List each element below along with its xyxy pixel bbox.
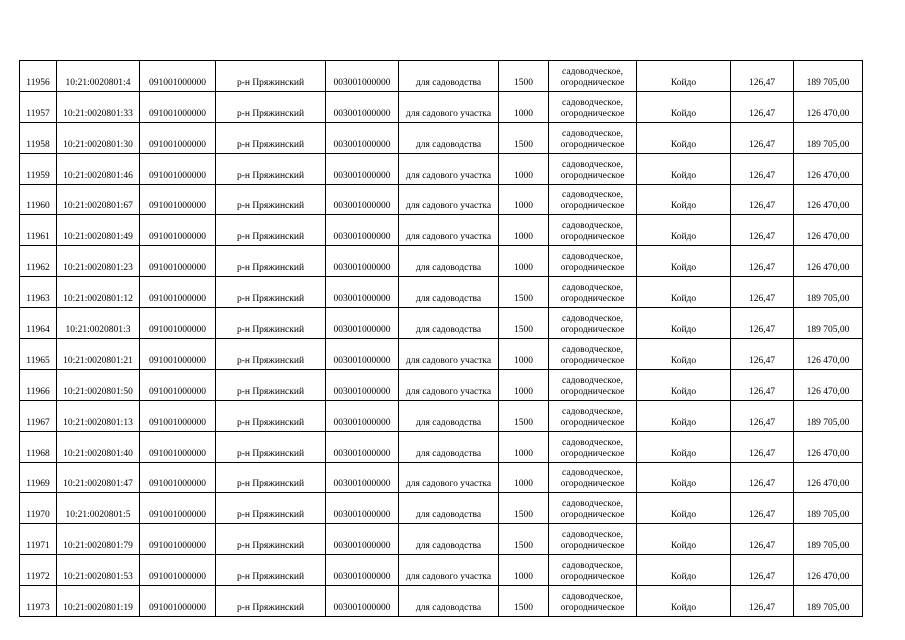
table-row	[20, 493, 863, 524]
oktmo-code-cell: 003001000000	[326, 586, 399, 617]
row-number-cell: 11962	[20, 246, 57, 277]
rate-cell: 126,47	[731, 61, 794, 92]
cadastral-value-cell: 189 705,00	[794, 122, 863, 153]
land-use-type-line1: садоводческое,	[562, 252, 623, 263]
cadastral-value-cell: 126 470,00	[794, 246, 863, 277]
oktmo-code-cell: 003001000000	[326, 369, 399, 400]
cadastral-number-cell: 10:21:0020801:12	[57, 277, 140, 308]
oktmo-code-cell: 003001000000	[326, 61, 399, 92]
district-cell: р-н Пряжинский	[216, 153, 326, 184]
district-cell: р-н Пряжинский	[216, 431, 326, 462]
row-number-cell: 11970	[20, 493, 57, 524]
oktmo-code-cell: 003001000000	[326, 215, 399, 246]
cadastral-value-cell: 126 470,00	[794, 369, 863, 400]
rate-cell: 126,47	[731, 462, 794, 493]
land-use-type-line1: садоводческое,	[562, 530, 623, 541]
land-use-type-line1: садоводческое,	[562, 66, 623, 77]
purpose-cell: для садоводства	[399, 431, 499, 462]
land-use-type-cell	[549, 153, 637, 184]
rate-cell: 126,47	[731, 91, 794, 122]
cadastral-value-cell: 189 705,00	[794, 277, 863, 308]
owner-cell: Койдо	[637, 339, 731, 370]
row-number-cell: 11956	[20, 61, 57, 92]
land-use-type-line2: огородническое	[560, 386, 625, 397]
land-use-type-cell	[549, 91, 637, 122]
okato-code-cell: 091001000000	[140, 586, 216, 617]
row-number-cell: 11967	[20, 400, 57, 431]
area-cell: 1500	[499, 122, 549, 153]
land-use-type-cell	[549, 462, 637, 493]
rate-cell: 126,47	[731, 400, 794, 431]
land-use-type-line1: садоводческое,	[562, 499, 623, 510]
rate-cell: 126,47	[731, 524, 794, 555]
owner-cell: Койдо	[637, 215, 731, 246]
okato-code-cell: 091001000000	[140, 369, 216, 400]
cadastral-value-cell: 189 705,00	[794, 400, 863, 431]
area-cell: 1500	[499, 524, 549, 555]
land-parcels-table	[19, 60, 863, 617]
land-use-type-line2: огородническое	[560, 479, 625, 490]
land-use-type-line2: огородническое	[560, 108, 625, 119]
district-cell: р-н Пряжинский	[216, 586, 326, 617]
row-number-cell: 11960	[20, 184, 57, 215]
land-use-type-line2: огородническое	[560, 201, 625, 212]
land-use-type-line2: огородническое	[560, 325, 625, 336]
cadastral-value-cell: 126 470,00	[794, 215, 863, 246]
table-row	[20, 61, 863, 92]
purpose-cell: для садового участка	[399, 462, 499, 493]
cadastral-number-cell: 10:21:0020801:23	[57, 246, 140, 277]
table-row	[20, 400, 863, 431]
purpose-cell: для садоводства	[399, 400, 499, 431]
cadastral-number-cell: 10:21:0020801:30	[57, 122, 140, 153]
table-row	[20, 555, 863, 586]
district-cell: р-н Пряжинский	[216, 308, 326, 339]
owner-cell: Койдо	[637, 462, 731, 493]
land-use-type-line1: садоводческое,	[562, 468, 623, 479]
land-use-type-cell	[549, 400, 637, 431]
okato-code-cell: 091001000000	[140, 184, 216, 215]
land-use-type-line2: огородническое	[560, 170, 625, 181]
rate-cell: 126,47	[731, 153, 794, 184]
okato-code-cell: 091001000000	[140, 91, 216, 122]
row-number-cell: 11971	[20, 524, 57, 555]
cadastral-number-cell: 10:21:0020801:79	[57, 524, 140, 555]
rate-cell: 126,47	[731, 246, 794, 277]
land-use-type-line1: садоводческое,	[562, 283, 623, 294]
cadastral-value-cell: 189 705,00	[794, 586, 863, 617]
rate-cell: 126,47	[731, 339, 794, 370]
cadastral-number-cell: 10:21:0020801:33	[57, 91, 140, 122]
land-use-type-cell	[549, 493, 637, 524]
cadastral-value-cell: 126 470,00	[794, 555, 863, 586]
land-use-type-line2: огородническое	[560, 603, 625, 614]
okato-code-cell: 091001000000	[140, 277, 216, 308]
land-use-type-line1: садоводческое,	[562, 159, 623, 170]
cadastral-number-cell: 10:21:0020801:50	[57, 369, 140, 400]
row-number-cell: 11965	[20, 339, 57, 370]
cadastral-value-cell: 189 705,00	[794, 308, 863, 339]
purpose-cell: для садоводства	[399, 493, 499, 524]
owner-cell: Койдо	[637, 493, 731, 524]
district-cell: р-н Пряжинский	[216, 524, 326, 555]
table-row	[20, 462, 863, 493]
row-number-cell: 11966	[20, 369, 57, 400]
rate-cell: 126,47	[731, 493, 794, 524]
owner-cell: Койдо	[637, 246, 731, 277]
land-use-type-line1: садоводческое,	[562, 314, 623, 325]
land-use-type-line2: огородническое	[560, 448, 625, 459]
land-use-type-line2: огородническое	[560, 541, 625, 552]
owner-cell: Койдо	[637, 61, 731, 92]
land-use-type-line2: огородническое	[560, 417, 625, 428]
cadastral-value-cell: 126 470,00	[794, 153, 863, 184]
area-cell: 1000	[499, 246, 549, 277]
row-number-cell: 11963	[20, 277, 57, 308]
rate-cell: 126,47	[731, 308, 794, 339]
purpose-cell: для садового участка	[399, 153, 499, 184]
area-cell: 1500	[499, 400, 549, 431]
land-use-type-cell	[549, 555, 637, 586]
cadastral-number-cell: 10:21:0020801:47	[57, 462, 140, 493]
land-use-type-cell	[549, 215, 637, 246]
land-use-type-cell	[549, 184, 637, 215]
row-number-cell: 11958	[20, 122, 57, 153]
okato-code-cell: 091001000000	[140, 61, 216, 92]
okato-code-cell: 091001000000	[140, 555, 216, 586]
oktmo-code-cell: 003001000000	[326, 555, 399, 586]
rate-cell: 126,47	[731, 184, 794, 215]
purpose-cell: для садового участка	[399, 184, 499, 215]
purpose-cell: для садоводства	[399, 308, 499, 339]
area-cell: 1000	[499, 91, 549, 122]
purpose-cell: для садоводства	[399, 122, 499, 153]
purpose-cell: для садоводства	[399, 246, 499, 277]
cadastral-number-cell: 10:21:0020801:19	[57, 586, 140, 617]
owner-cell: Койдо	[637, 555, 731, 586]
purpose-cell: для садоводства	[399, 524, 499, 555]
area-cell: 1000	[499, 153, 549, 184]
land-use-type-line2: огородническое	[560, 510, 625, 521]
oktmo-code-cell: 003001000000	[326, 400, 399, 431]
oktmo-code-cell: 003001000000	[326, 308, 399, 339]
owner-cell: Койдо	[637, 431, 731, 462]
table-row	[20, 91, 863, 122]
land-use-type-line2: огородническое	[560, 263, 625, 274]
area-cell: 1000	[499, 431, 549, 462]
land-use-type-line1: садоводческое,	[562, 221, 623, 232]
okato-code-cell: 091001000000	[140, 400, 216, 431]
oktmo-code-cell: 003001000000	[326, 493, 399, 524]
purpose-cell: для садоводства	[399, 277, 499, 308]
land-use-type-cell	[549, 339, 637, 370]
table-row	[20, 122, 863, 153]
oktmo-code-cell: 003001000000	[326, 184, 399, 215]
oktmo-code-cell: 003001000000	[326, 153, 399, 184]
okato-code-cell: 091001000000	[140, 493, 216, 524]
owner-cell: Койдо	[637, 308, 731, 339]
owner-cell: Койдо	[637, 586, 731, 617]
land-use-type-line2: огородническое	[560, 232, 625, 243]
row-number-cell: 11959	[20, 153, 57, 184]
okato-code-cell: 091001000000	[140, 153, 216, 184]
land-use-type-line2: огородническое	[560, 572, 625, 583]
district-cell: р-н Пряжинский	[216, 493, 326, 524]
table-row	[20, 184, 863, 215]
area-cell: 1500	[499, 277, 549, 308]
area-cell: 1500	[499, 493, 549, 524]
land-use-type-line1: садоводческое,	[562, 406, 623, 417]
land-use-type-cell	[549, 122, 637, 153]
purpose-cell: для садового участка	[399, 369, 499, 400]
district-cell: р-н Пряжинский	[216, 369, 326, 400]
land-use-type-cell	[549, 61, 637, 92]
cadastral-value-cell: 189 705,00	[794, 61, 863, 92]
cadastral-number-cell: 10:21:0020801:21	[57, 339, 140, 370]
land-use-type-line1: садоводческое,	[562, 437, 623, 448]
land-use-type-line2: огородническое	[560, 77, 625, 88]
table-row	[20, 524, 863, 555]
land-use-type-line1: садоводческое,	[562, 344, 623, 355]
cadastral-value-cell: 189 705,00	[794, 493, 863, 524]
purpose-cell: для садового участка	[399, 215, 499, 246]
purpose-cell: для садового участка	[399, 91, 499, 122]
district-cell: р-н Пряжинский	[216, 339, 326, 370]
land-use-type-line2: огородническое	[560, 355, 625, 366]
owner-cell: Койдо	[637, 153, 731, 184]
land-use-type-line1: садоводческое,	[562, 190, 623, 201]
oktmo-code-cell: 003001000000	[326, 431, 399, 462]
district-cell: р-н Пряжинский	[216, 61, 326, 92]
table-row	[20, 586, 863, 617]
cadastral-value-cell: 189 705,00	[794, 524, 863, 555]
land-use-type-cell	[549, 277, 637, 308]
purpose-cell: для садоводства	[399, 61, 499, 92]
row-number-cell: 11973	[20, 586, 57, 617]
okato-code-cell: 091001000000	[140, 246, 216, 277]
table-row	[20, 431, 863, 462]
okato-code-cell: 091001000000	[140, 215, 216, 246]
row-number-cell: 11969	[20, 462, 57, 493]
cadastral-number-cell: 10:21:0020801:5	[57, 493, 140, 524]
table-row	[20, 277, 863, 308]
table-row	[20, 308, 863, 339]
land-use-type-cell	[549, 246, 637, 277]
owner-cell: Койдо	[637, 524, 731, 555]
area-cell: 1000	[499, 369, 549, 400]
cadastral-value-cell: 126 470,00	[794, 431, 863, 462]
district-cell: р-н Пряжинский	[216, 400, 326, 431]
table-row	[20, 339, 863, 370]
table-row	[20, 369, 863, 400]
oktmo-code-cell: 003001000000	[326, 462, 399, 493]
okato-code-cell: 091001000000	[140, 308, 216, 339]
row-number-cell: 11957	[20, 91, 57, 122]
district-cell: р-н Пряжинский	[216, 277, 326, 308]
purpose-cell: для садоводства	[399, 586, 499, 617]
land-use-type-line1: садоводческое,	[562, 592, 623, 603]
rate-cell: 126,47	[731, 369, 794, 400]
cadastral-number-cell: 10:21:0020801:53	[57, 555, 140, 586]
cadastral-number-cell: 10:21:0020801:13	[57, 400, 140, 431]
okato-code-cell: 091001000000	[140, 524, 216, 555]
cadastral-number-cell: 10:21:0020801:67	[57, 184, 140, 215]
rate-cell: 126,47	[731, 431, 794, 462]
table-row	[20, 153, 863, 184]
row-number-cell: 11964	[20, 308, 57, 339]
purpose-cell: для садового участка	[399, 555, 499, 586]
cadastral-number-cell: 10:21:0020801:40	[57, 431, 140, 462]
rate-cell: 126,47	[731, 122, 794, 153]
oktmo-code-cell: 003001000000	[326, 339, 399, 370]
row-number-cell: 11972	[20, 555, 57, 586]
cadastral-value-cell: 126 470,00	[794, 184, 863, 215]
area-cell: 1000	[499, 339, 549, 370]
land-use-type-cell	[549, 308, 637, 339]
area-cell: 1500	[499, 308, 549, 339]
cadastral-value-cell: 126 470,00	[794, 462, 863, 493]
district-cell: р-н Пряжинский	[216, 215, 326, 246]
land-use-type-line1: садоводческое,	[562, 128, 623, 139]
owner-cell: Койдо	[637, 400, 731, 431]
owner-cell: Койдо	[637, 184, 731, 215]
land-use-type-line1: садоводческое,	[562, 97, 623, 108]
owner-cell: Койдо	[637, 277, 731, 308]
table-row	[20, 215, 863, 246]
rate-cell: 126,47	[731, 215, 794, 246]
cadastral-value-cell: 126 470,00	[794, 91, 863, 122]
owner-cell: Койдо	[637, 369, 731, 400]
district-cell: р-н Пряжинский	[216, 555, 326, 586]
land-use-type-cell	[549, 431, 637, 462]
okato-code-cell: 091001000000	[140, 122, 216, 153]
area-cell: 1000	[499, 462, 549, 493]
area-cell: 1000	[499, 555, 549, 586]
cadastral-number-cell: 10:21:0020801:4	[57, 61, 140, 92]
okato-code-cell: 091001000000	[140, 339, 216, 370]
oktmo-code-cell: 003001000000	[326, 91, 399, 122]
district-cell: р-н Пряжинский	[216, 122, 326, 153]
table-body	[20, 61, 863, 617]
land-use-type-line2: огородническое	[560, 294, 625, 305]
area-cell: 1500	[499, 586, 549, 617]
district-cell: р-н Пряжинский	[216, 91, 326, 122]
okato-code-cell: 091001000000	[140, 431, 216, 462]
rate-cell: 126,47	[731, 277, 794, 308]
land-use-type-cell	[549, 586, 637, 617]
district-cell: р-н Пряжинский	[216, 184, 326, 215]
owner-cell: Койдо	[637, 91, 731, 122]
oktmo-code-cell: 003001000000	[326, 277, 399, 308]
rate-cell: 126,47	[731, 586, 794, 617]
row-number-cell: 11961	[20, 215, 57, 246]
land-use-type-line1: садоводческое,	[562, 375, 623, 386]
area-cell: 1500	[499, 61, 549, 92]
purpose-cell: для садового участка	[399, 339, 499, 370]
land-use-type-line2: огородническое	[560, 139, 625, 150]
land-use-type-cell	[549, 524, 637, 555]
district-cell: р-н Пряжинский	[216, 462, 326, 493]
row-number-cell: 11968	[20, 431, 57, 462]
area-cell: 1000	[499, 184, 549, 215]
table-row	[20, 246, 863, 277]
rate-cell: 126,47	[731, 555, 794, 586]
area-cell: 1000	[499, 215, 549, 246]
oktmo-code-cell: 003001000000	[326, 524, 399, 555]
oktmo-code-cell: 003001000000	[326, 122, 399, 153]
cadastral-number-cell: 10:21:0020801:49	[57, 215, 140, 246]
okato-code-cell: 091001000000	[140, 462, 216, 493]
land-use-type-cell	[549, 369, 637, 400]
cadastral-number-cell: 10:21:0020801:3	[57, 308, 140, 339]
owner-cell: Койдо	[637, 122, 731, 153]
district-cell: р-н Пряжинский	[216, 246, 326, 277]
land-use-type-line1: садоводческое,	[562, 561, 623, 572]
cadastral-number-cell: 10:21:0020801:46	[57, 153, 140, 184]
oktmo-code-cell: 003001000000	[326, 246, 399, 277]
cadastral-value-cell: 126 470,00	[794, 339, 863, 370]
